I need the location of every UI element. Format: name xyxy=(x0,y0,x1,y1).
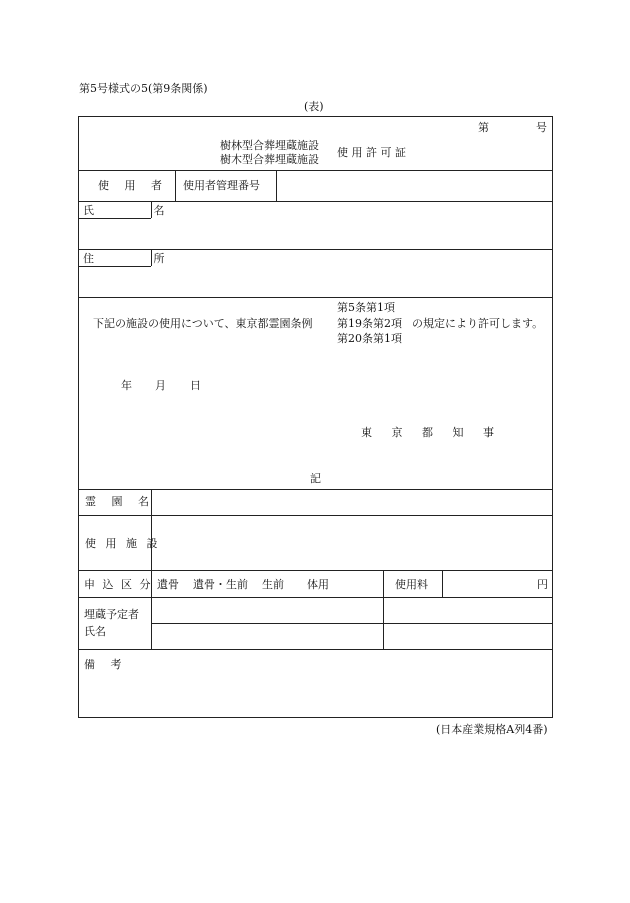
date-year: 年 xyxy=(121,379,132,392)
option-remains-living: 遺骨・生前 xyxy=(193,578,248,591)
statement-suffix: の規定により許可します。 xyxy=(412,317,544,330)
divider-application-top xyxy=(78,570,553,571)
side-label: (表) xyxy=(304,100,324,113)
user-label: 使 用 者 xyxy=(98,179,168,192)
burial-label-2: 氏名 xyxy=(84,625,106,638)
article-3: 第20条第1項 xyxy=(337,332,402,345)
article-1: 第5条第1項 xyxy=(337,301,395,314)
permit-title: 使 用 許 可 証 xyxy=(337,146,406,159)
divider-cemetery-top xyxy=(78,489,553,490)
fee-unit: 円 xyxy=(537,578,548,591)
divider-burial-middle xyxy=(151,623,553,624)
option-body: 体用 xyxy=(307,578,329,591)
mgmt-no-label: 使用者管理番号 xyxy=(183,179,260,192)
name-label-box-bottom xyxy=(78,218,151,219)
ki-label: 記 xyxy=(310,472,321,485)
facility-type-2: 樹木型合葬埋蔵施設 xyxy=(220,153,319,166)
divider-facility-top xyxy=(78,515,553,516)
burial-label-1: 埋蔵予定者 xyxy=(84,608,139,621)
option-remains: 遺骨 xyxy=(157,578,179,591)
divider-address-top xyxy=(78,249,553,250)
divider-user-top xyxy=(78,170,553,171)
statement-prefix: 下記の施設の使用について、東京都霊園条例 xyxy=(93,317,313,330)
footer-paper-size: (日本産業規格A列4番) xyxy=(436,723,548,736)
divider-remarks-top xyxy=(78,649,553,650)
divider-burial-top xyxy=(78,597,553,598)
facility-label: 使 用 施 設 xyxy=(85,537,161,550)
divider-user-2 xyxy=(276,170,277,201)
option-living: 生前 xyxy=(262,578,284,591)
divider-user-bottom xyxy=(78,201,553,202)
divider-user-1 xyxy=(175,170,176,201)
divider-statement-top xyxy=(78,297,553,298)
date-day: 日 xyxy=(190,379,201,392)
cemetery-label: 霊 園 名 xyxy=(85,495,155,508)
remarks-label: 備 考 xyxy=(84,658,128,671)
application-label: 申 込 区 分 xyxy=(84,578,153,591)
divider-label-column xyxy=(151,489,152,649)
address-label-box-bottom xyxy=(78,266,151,267)
address-label: 住 所 xyxy=(83,252,193,265)
number-go: 号 xyxy=(536,121,547,134)
date-month: 月 xyxy=(155,379,166,392)
divider-fee-value xyxy=(442,570,443,597)
issuer: 東 京 都 知 事 xyxy=(361,426,502,439)
fee-label: 使用料 xyxy=(395,578,428,591)
form-id: 第5号様式の5(第9条関係) xyxy=(79,82,208,95)
facility-type-1: 樹林型合葬埋蔵施設 xyxy=(220,139,319,152)
number-dai: 第 xyxy=(478,121,489,134)
article-2: 第19条第2項 xyxy=(337,317,402,330)
name-label: 氏 名 xyxy=(83,204,193,217)
divider-fee-column xyxy=(383,570,384,649)
